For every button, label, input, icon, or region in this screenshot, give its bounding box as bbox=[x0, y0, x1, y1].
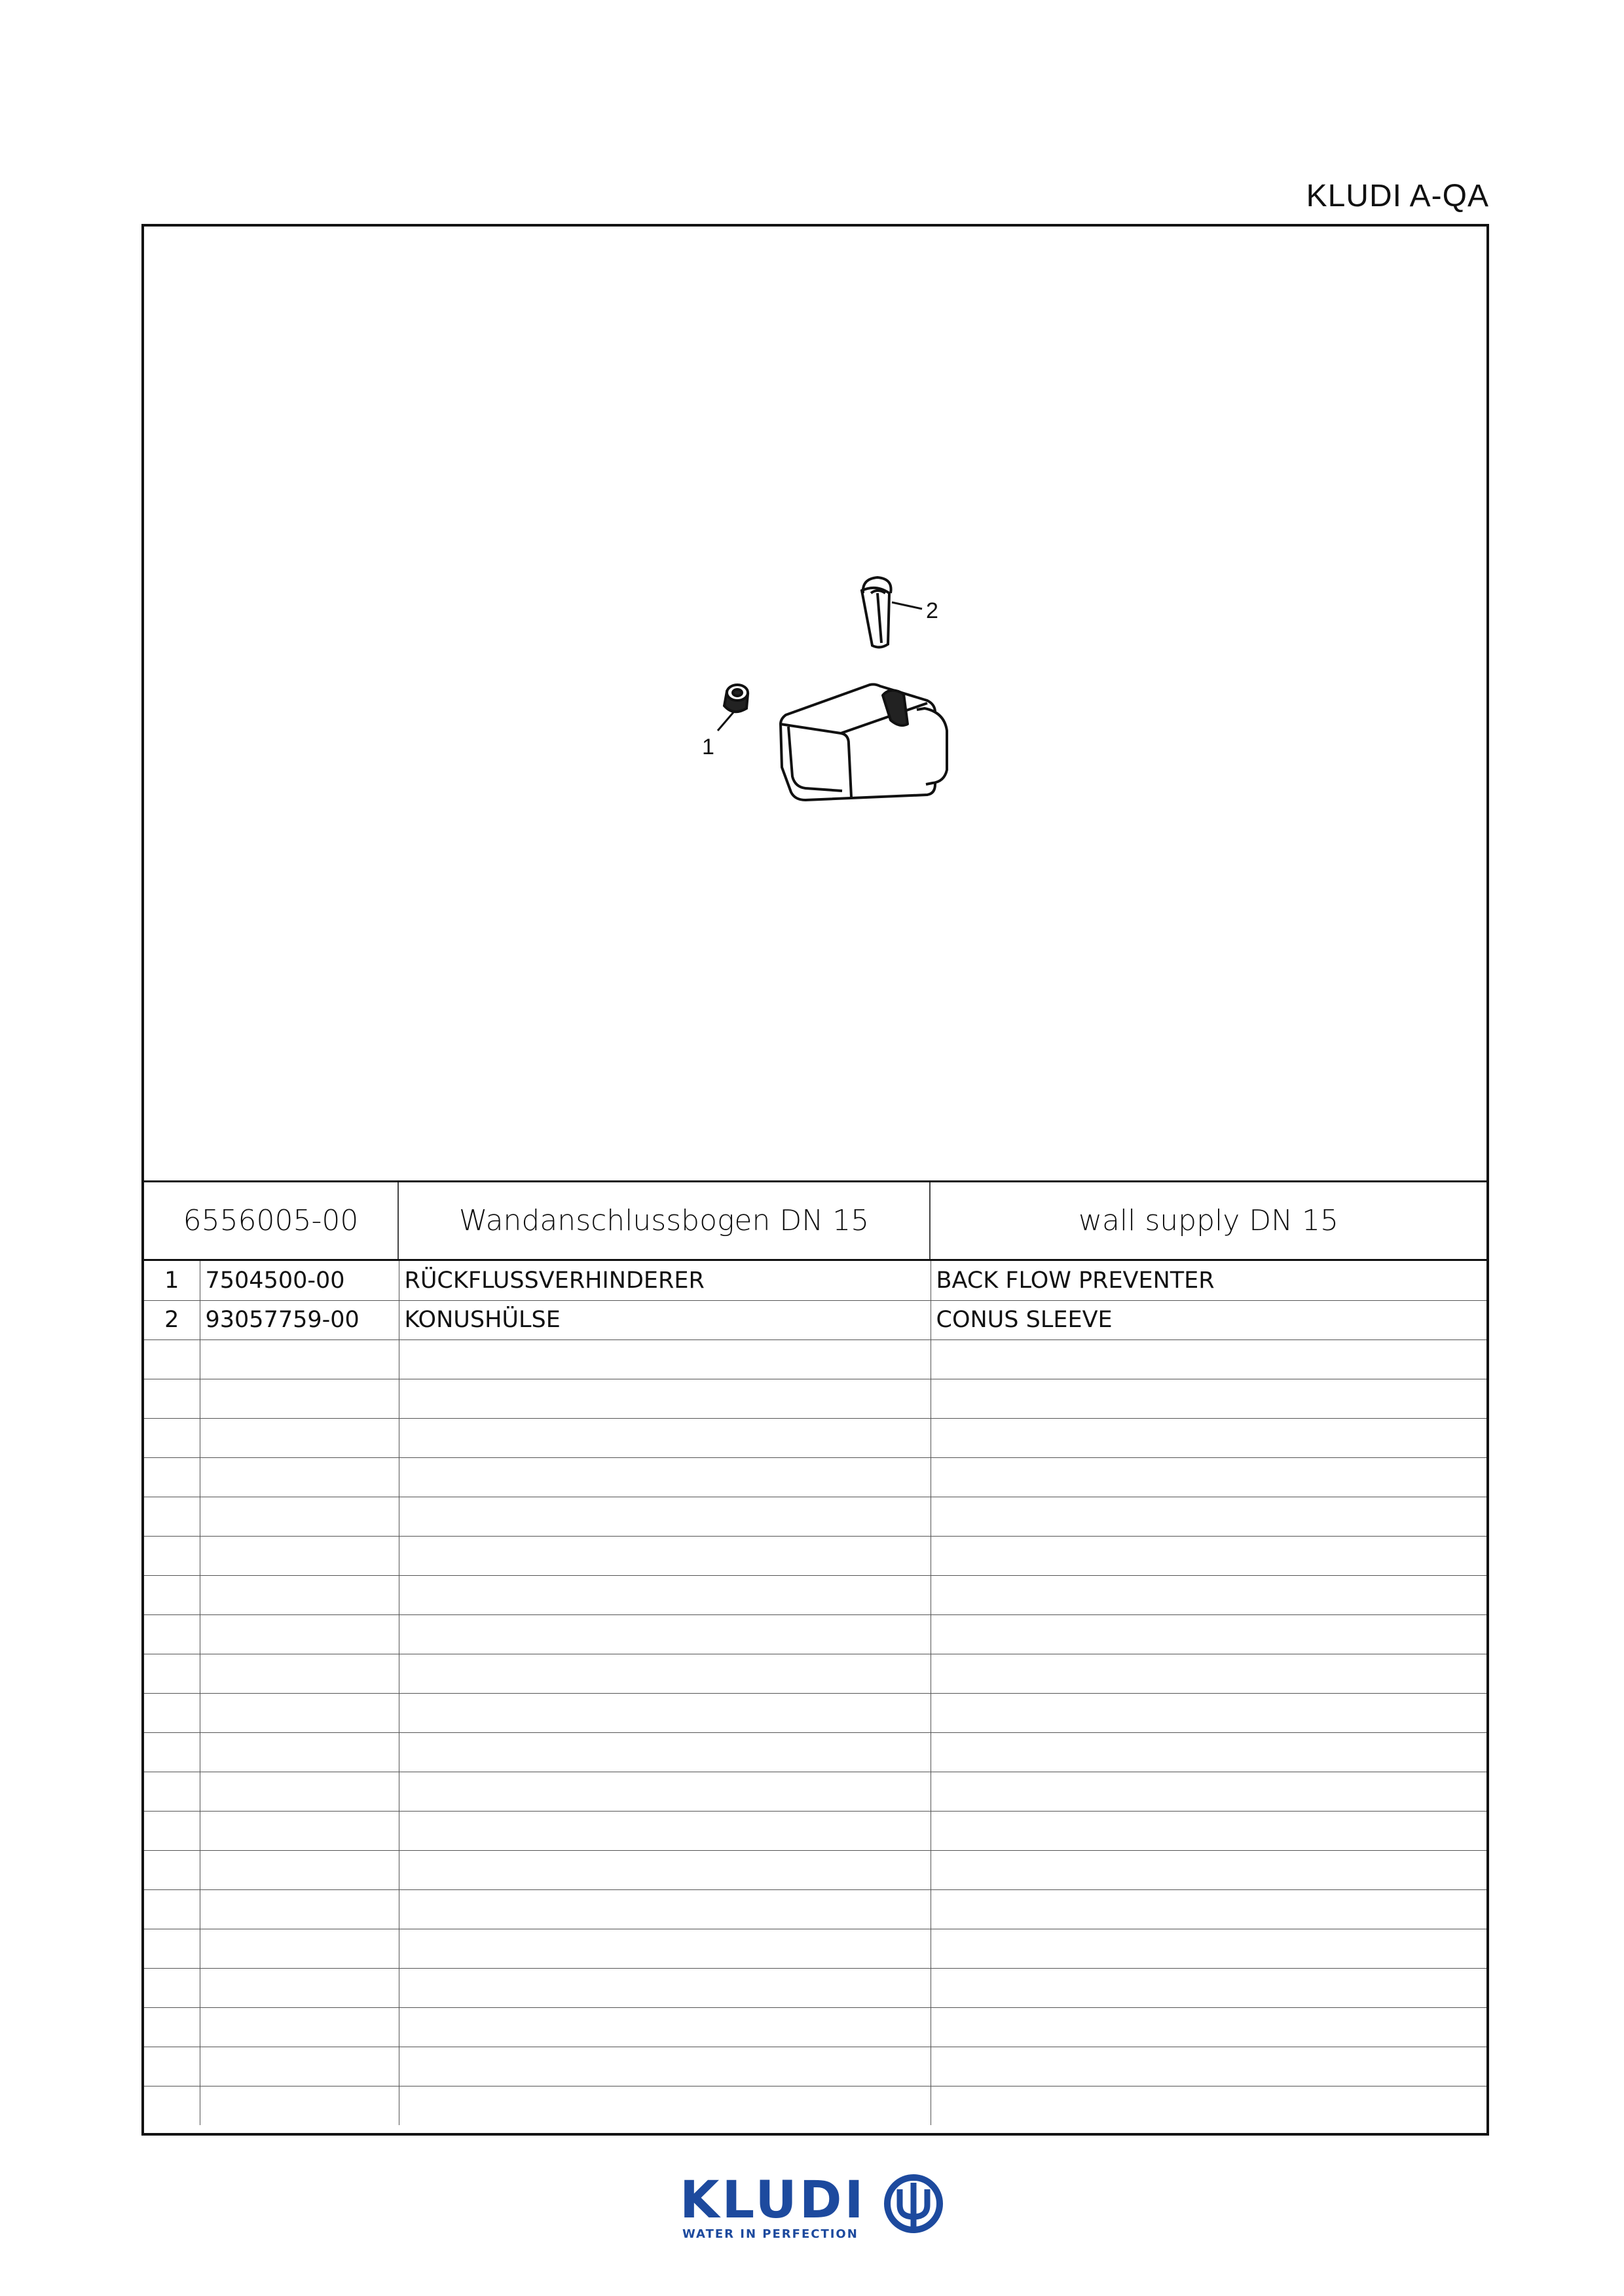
part-number-empty bbox=[200, 1929, 399, 1968]
empty-table-row bbox=[144, 2086, 1486, 2125]
part-name-de-empty bbox=[399, 2086, 931, 2125]
empty-table-row bbox=[144, 1614, 1486, 1654]
part-number-empty bbox=[200, 1811, 399, 1850]
part-name-de-empty bbox=[399, 1811, 931, 1850]
part-number-empty bbox=[200, 2007, 399, 2047]
part-name-de-empty bbox=[399, 1772, 931, 1811]
part-name-de-empty bbox=[399, 1379, 931, 1418]
part-name-de-empty bbox=[399, 1929, 931, 1968]
wall-supply-body-drawing bbox=[781, 684, 947, 800]
empty-table-row bbox=[144, 1536, 1486, 1575]
part-position: 1 bbox=[144, 1261, 200, 1300]
empty-table-row bbox=[144, 1497, 1486, 1536]
part-name-en: CONUS SLEEVE bbox=[931, 1300, 1486, 1339]
part-name-de-empty bbox=[399, 1732, 931, 1772]
empty-table-row bbox=[144, 1772, 1486, 1811]
empty-table-row bbox=[144, 1811, 1486, 1850]
part-number-empty bbox=[200, 1457, 399, 1497]
series-title: KLUDI A-QA bbox=[1306, 179, 1489, 213]
part-name-de-empty bbox=[399, 1968, 931, 2007]
empty-table-row bbox=[144, 1889, 1486, 1929]
empty-table-row bbox=[144, 1850, 1486, 1889]
part-number-empty bbox=[200, 1850, 399, 1889]
empty-table-row bbox=[144, 2047, 1486, 2086]
part-number-empty bbox=[200, 1536, 399, 1575]
part-name-en-empty bbox=[931, 1575, 1486, 1614]
part-number-empty bbox=[200, 1418, 399, 1457]
callout-label-1: 1 bbox=[702, 735, 714, 759]
parts-table bbox=[144, 1261, 1486, 2125]
part-number-empty bbox=[200, 1732, 399, 1772]
part-number: 7504500-00 bbox=[200, 1261, 399, 1300]
part-position-empty bbox=[144, 1536, 200, 1575]
part-name-en-empty bbox=[931, 2047, 1486, 2086]
part-position-empty bbox=[144, 1497, 200, 1536]
part-name-en-empty bbox=[931, 1339, 1486, 1379]
empty-table-row bbox=[144, 1732, 1486, 1772]
part-name-en-empty bbox=[931, 2086, 1486, 2125]
part-name-de-empty bbox=[399, 1497, 931, 1536]
callout-leader-2 bbox=[892, 602, 922, 609]
part-number-empty bbox=[200, 1693, 399, 1732]
part-name-en-empty bbox=[931, 1732, 1486, 1772]
part-number-empty bbox=[200, 2086, 399, 2125]
part-position-empty bbox=[144, 1379, 200, 1418]
part-position-empty bbox=[144, 1732, 200, 1772]
part-name-de-empty bbox=[399, 2047, 931, 2086]
part-name-en-empty bbox=[931, 1850, 1486, 1889]
part-number-empty bbox=[200, 1614, 399, 1654]
part-name-de-empty bbox=[399, 1575, 931, 1614]
part-position-empty bbox=[144, 1968, 200, 2007]
empty-table-row bbox=[144, 1929, 1486, 1968]
conus-sleeve-drawing bbox=[862, 577, 891, 647]
part-name-en-empty bbox=[931, 1536, 1486, 1575]
part-name-de-empty bbox=[399, 1418, 931, 1457]
part-name-de-empty bbox=[399, 1889, 931, 1929]
part-name-de-empty bbox=[399, 1850, 931, 1889]
part-name-de-empty bbox=[399, 1614, 931, 1654]
kludi-logo bbox=[680, 2172, 955, 2244]
empty-table-row bbox=[144, 1339, 1486, 1379]
part-name-en-empty bbox=[931, 2007, 1486, 2047]
part-name-de: KONUSHÜLSE bbox=[399, 1300, 931, 1339]
part-number-empty bbox=[200, 1379, 399, 1418]
callout-leader-1 bbox=[718, 712, 733, 731]
empty-table-row bbox=[144, 1379, 1486, 1418]
part-position-empty bbox=[144, 2007, 200, 2047]
part-position-empty bbox=[144, 1575, 200, 1614]
part-name-de-empty bbox=[399, 1693, 931, 1732]
part-name-en-empty bbox=[931, 1418, 1486, 1457]
part-number: 93057759-00 bbox=[200, 1300, 399, 1339]
exploded-view-illustration bbox=[144, 227, 1486, 1180]
part-name-en-empty bbox=[931, 1929, 1486, 1968]
empty-table-row bbox=[144, 1418, 1486, 1457]
part-position-empty bbox=[144, 1418, 200, 1457]
part-name-en-empty bbox=[931, 1614, 1486, 1654]
logo-wordmark: KLUDI bbox=[680, 2171, 866, 2230]
logo-tagline: WATER IN PERFECTION bbox=[682, 2227, 858, 2241]
part-name-de-empty bbox=[399, 2007, 931, 2047]
product-header bbox=[144, 1182, 1486, 1261]
exploded-drawing bbox=[144, 227, 1486, 1182]
parts-sheet bbox=[141, 224, 1489, 2136]
part-position-empty bbox=[144, 2086, 200, 2125]
part-name-en-empty bbox=[931, 1889, 1486, 1929]
table-row bbox=[144, 1300, 1486, 1339]
empty-table-row bbox=[144, 2007, 1486, 2047]
part-number-empty bbox=[200, 1497, 399, 1536]
empty-table-row bbox=[144, 1968, 1486, 2007]
part-name-en-empty bbox=[931, 1497, 1486, 1536]
part-name-de-empty bbox=[399, 1457, 931, 1497]
part-number-empty bbox=[200, 1339, 399, 1379]
part-number-empty bbox=[200, 1968, 399, 2007]
part-position-empty bbox=[144, 2047, 200, 2086]
empty-table-row bbox=[144, 1654, 1486, 1693]
product-number: 6556005-00 bbox=[144, 1182, 399, 1259]
callout-label-2: 2 bbox=[926, 598, 938, 623]
part-position-empty bbox=[144, 1339, 200, 1379]
part-name-de-empty bbox=[399, 1654, 931, 1693]
part-position-empty bbox=[144, 1654, 200, 1693]
empty-table-row bbox=[144, 1457, 1486, 1497]
part-number-empty bbox=[200, 1772, 399, 1811]
part-number-empty bbox=[200, 2047, 399, 2086]
part-name-en-empty bbox=[931, 1654, 1486, 1693]
empty-table-row bbox=[144, 1693, 1486, 1732]
part-name-en-empty bbox=[931, 1811, 1486, 1850]
part-position-empty bbox=[144, 1772, 200, 1811]
product-name-en: wall supply DN 15 bbox=[1078, 1204, 1339, 1237]
part-name-en-empty bbox=[931, 1379, 1486, 1418]
backflow-preventer-drawing bbox=[724, 685, 748, 712]
part-position: 2 bbox=[144, 1300, 200, 1339]
part-name-de-empty bbox=[399, 1339, 931, 1379]
part-position-empty bbox=[144, 1693, 200, 1732]
table-row bbox=[144, 1261, 1486, 1300]
part-number-empty bbox=[200, 1654, 399, 1693]
part-number-empty bbox=[200, 1889, 399, 1929]
part-name-de-empty bbox=[399, 1536, 931, 1575]
part-position-empty bbox=[144, 1811, 200, 1850]
part-position-empty bbox=[144, 1850, 200, 1889]
part-position-empty bbox=[144, 1929, 200, 1968]
part-name-en-empty bbox=[931, 1968, 1486, 2007]
part-name-en-empty bbox=[931, 1772, 1486, 1811]
empty-table-row bbox=[144, 1575, 1486, 1614]
part-position-empty bbox=[144, 1614, 200, 1654]
product-name-de: Wandanschlussbogen DN 15 bbox=[399, 1182, 931, 1259]
part-name-en-empty bbox=[931, 1457, 1486, 1497]
part-number-empty bbox=[200, 1575, 399, 1614]
part-name-de: RÜCKFLUSSVERHINDERER bbox=[399, 1261, 931, 1300]
water-drop-logo-icon bbox=[877, 2174, 950, 2239]
part-position-empty bbox=[144, 1889, 200, 1929]
part-name-en: BACK FLOW PREVENTER bbox=[931, 1261, 1486, 1300]
part-name-en-empty bbox=[931, 1693, 1486, 1732]
part-position-empty bbox=[144, 1457, 200, 1497]
